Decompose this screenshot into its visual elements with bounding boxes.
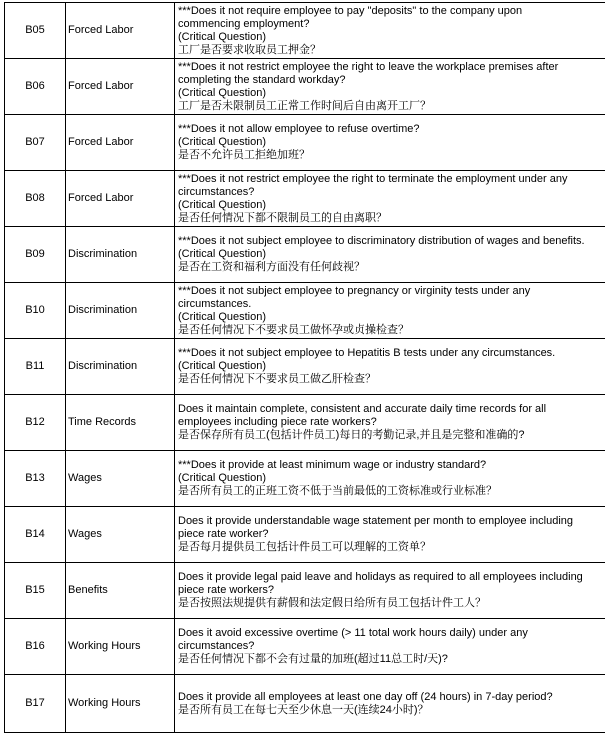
item-code: B06 [5, 59, 66, 115]
question-line: 是否保存所有员工(包括计件员工)每日的考勤记录,并且是完整和准确的? [178, 429, 525, 441]
table-row [5, 283, 605, 339]
table-row [5, 3, 605, 59]
question-line: ***Does it not restrict employee the right to leave the workplace premises after [178, 60, 559, 73]
item-category: Working Hours [66, 675, 175, 733]
item-category: Forced Labor [66, 59, 175, 115]
question-line: (Critical Question) [178, 360, 267, 372]
question-line: (Critical Question) [178, 136, 267, 148]
question-line: 是否不允许员工拒绝加班？ [178, 149, 310, 161]
question-line: 是否在工资和福利方面没有任何歧视？ [178, 261, 365, 273]
question-line: employees including piece rate workers? [178, 416, 377, 428]
item-question [175, 59, 605, 115]
item-category: Forced Labor [66, 171, 175, 227]
question-line: ***Does it not allow employee to refuse overtime? [178, 123, 420, 135]
question-line: (Critical Question) [178, 310, 267, 323]
item-code: B10 [5, 283, 66, 339]
item-category: Time Records [66, 395, 175, 451]
question-line: (Critical Question) [178, 30, 267, 43]
question-line: circumstances? [178, 640, 255, 652]
question-line: piece rate workers? [178, 584, 274, 596]
question-line: (Critical Question) [178, 198, 267, 211]
item-category: Working Hours [66, 619, 175, 675]
question-line: 是否所有员工在每七天至少休息一天(连续24小时)？ [178, 703, 429, 716]
table-body [5, 3, 605, 733]
question-line: completing the standard workday? [178, 73, 346, 86]
item-question [175, 3, 605, 59]
table-row [5, 171, 605, 227]
item-question [175, 395, 605, 451]
table-row [5, 339, 605, 395]
question-line: Does it provide all employees at least one day off (24 hours) in 7-day period? [178, 690, 553, 703]
question-line: ***Does it not require employee to pay "deposits" to the company upon [178, 4, 523, 17]
question-line: ***Does it provide at least minimum wage or industry standard? [178, 459, 487, 471]
question-line: (Critical Question) [178, 86, 267, 99]
table-row [5, 507, 605, 563]
item-question [175, 451, 605, 507]
item-code: B11 [5, 339, 66, 395]
item-category: Wages [66, 451, 175, 507]
question-line: 是否每月提供员工包括计件员工可以理解的工资单？ [178, 541, 431, 553]
item-category: Discrimination [66, 339, 175, 395]
item-question [175, 283, 605, 339]
question-line: (Critical Question) [178, 248, 267, 260]
table-row [5, 675, 605, 733]
item-category: Forced Labor [66, 115, 175, 171]
question-line: piece rate worker? [178, 528, 269, 540]
question-line: 是否任何情况下不要求员工做怀孕或贞操检查？ [178, 323, 409, 336]
table-row [5, 227, 605, 283]
item-category: Forced Labor [66, 3, 175, 59]
table-row [5, 619, 605, 675]
item-code: B08 [5, 171, 66, 227]
audit-checklist-table [4, 2, 605, 733]
table-row [5, 451, 605, 507]
question-line: Does it maintain complete, consistent and accurate daily time records for all [178, 403, 547, 415]
item-question [175, 115, 605, 171]
question-line: 是否按照法规提供有薪假和法定假日给所有员工包括计件工人？ [178, 597, 486, 609]
item-category: Benefits [66, 563, 175, 619]
table-row [5, 395, 605, 451]
question-line: 是否所有员工的正班工资不低于当前最低的工资标准或行业标准？ [178, 485, 497, 497]
item-question [175, 675, 605, 733]
table-row [5, 115, 605, 171]
item-category: Wages [66, 507, 175, 563]
item-question [175, 339, 605, 395]
item-category: Discrimination [66, 227, 175, 283]
question-line: commencing employment? [178, 17, 310, 30]
item-code: B17 [5, 675, 66, 733]
question-line: ***Does it not restrict employee the right to terminate the employment under any [178, 172, 568, 185]
item-question [175, 619, 605, 675]
item-question [175, 563, 605, 619]
item-code: B07 [5, 115, 66, 171]
item-question [175, 507, 605, 563]
table-row [5, 563, 605, 619]
item-code: B12 [5, 395, 66, 451]
item-code: B16 [5, 619, 66, 675]
item-category: Discrimination [66, 283, 175, 339]
item-question [175, 171, 605, 227]
question-line: ***Does it not subject employee to pregnancy or virginity tests under any [178, 284, 531, 297]
question-line: circumstances. [178, 297, 252, 310]
item-code: B13 [5, 451, 66, 507]
question-line: ***Does it not subject employee to discriminatory distribution of wages and benefits. [178, 235, 585, 247]
question-line: ***Does it not subject employee to Hepatitis B tests under any circumstances. [178, 347, 556, 359]
question-line: 是否任何情况下都不会有过量的加班(超过11总工时/天)? [178, 653, 448, 665]
question-line: (Critical Question) [178, 472, 267, 484]
question-line: Does it provide legal paid leave and holidays as required to all employees including [178, 571, 583, 583]
question-line: circumstances? [178, 185, 255, 198]
question-line: Does it provide understandable wage statement per month to employee including [178, 515, 574, 527]
table-row [5, 59, 605, 115]
item-code: B05 [5, 3, 66, 59]
item-question [175, 227, 605, 283]
question-line: Does it avoid excessive overtime (> 11 total work hours daily) under any [178, 627, 528, 639]
question-line: 是否任何情况下都不限制员工的自由离职？ [178, 211, 387, 224]
item-code: B09 [5, 227, 66, 283]
question-line: 工厂是否要求收取员工押金？ [178, 43, 321, 56]
question-line: 工厂是否未限制员工正常工作时间后自由离开工厂？ [178, 99, 431, 112]
question-line: 是否任何情况下不要求员工做乙肝检查？ [178, 373, 376, 385]
item-code: B15 [5, 563, 66, 619]
item-code: B14 [5, 507, 66, 563]
